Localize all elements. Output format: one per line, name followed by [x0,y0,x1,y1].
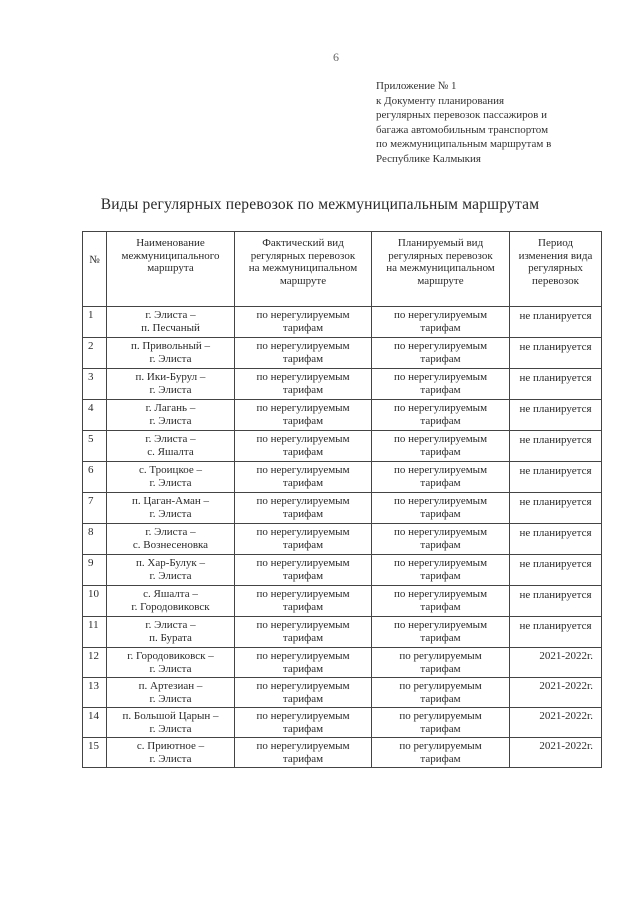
cell-route-name [107,586,235,617]
routes-table [82,231,602,768]
cell-line: по нерегулируемым [393,495,488,507]
cell-route-name [107,678,235,708]
table-row [83,678,602,708]
cell-change-period: не планируется [510,493,602,524]
route-from: п. Привольный – [130,340,211,352]
document-title: Виды регулярных перевозок по межмуниципальным маршрутам [100,196,540,213]
header-planned-type [372,232,510,307]
cell-line: по регулируемым [399,650,482,662]
cell-number: 6 [83,462,107,493]
cell-route-name [107,338,235,369]
cell-number: 13 [83,678,107,708]
cell-actual-type [235,369,372,400]
cell-number: 4 [83,400,107,431]
cell-change-period: не планируется [510,338,602,369]
cell-line: по нерегулируемым [393,557,488,569]
header-line: межмуниципального [121,249,220,262]
route-from: г. Элиста – [145,619,196,631]
cell-change-period: не планируется [510,431,602,462]
cell-actual-type [235,617,372,648]
route-to: г. Городовиковск [131,600,210,613]
route-from: п. Артезиан – [138,680,203,692]
cell-number: 7 [83,493,107,524]
route-from: г. Элиста – [145,526,196,538]
route-from: г. Лагань – [145,402,196,414]
cell-line: тарифам [420,662,461,675]
cell-change-period: не планируется [510,524,602,555]
cell-number: 12 [83,648,107,678]
cell-line: тарифам [282,476,324,489]
cell-line: тарифам [420,722,461,735]
route-to: г. Элиста [149,476,192,489]
cell-line: тарифам [282,414,324,427]
header-number [83,232,107,307]
cell-route-name [107,555,235,586]
cell-line: тарифам [420,631,461,644]
cell-line: по нерегулируемым [393,433,488,445]
header-line: Период [538,237,573,249]
table-row [83,493,602,524]
cell-line: по нерегулируемым [256,340,350,352]
appendix-note [376,79,551,166]
cell-line: по нерегулируемым [256,309,350,321]
header-line: регулярных перевозок [388,249,493,262]
table-row [83,369,602,400]
table-row [83,462,602,493]
cell-planned-type [372,338,510,369]
route-to: г. Элиста [149,569,192,582]
cell-planned-type [372,738,510,768]
cell-line: тарифам [282,507,324,520]
header-line: на межмуниципальном [248,262,358,274]
cell-line: по нерегулируемым [393,309,488,321]
route-from: с. Яшалта – [143,588,198,600]
header-line: перевозок [532,274,579,287]
cell-planned-type [372,555,510,586]
cell-line: по нерегулируемым [256,740,350,752]
appendix-line: багажа автомобильным транспортом [376,123,549,136]
cell-change-period: не планируется [510,307,602,338]
cell-line: по регулируемым [399,740,482,752]
cell-actual-type [235,307,372,338]
cell-line: по нерегулируемым [256,402,350,414]
cell-change-period: 2021-2022г. [510,648,602,678]
cell-line: тарифам [282,752,324,765]
cell-line: по нерегулируемым [393,371,488,383]
header-line: маршрута [147,262,194,274]
header-line: регулярных перевозок [250,249,356,262]
route-to: с. Вознесеновка [132,538,209,551]
header-actual-type [235,232,372,307]
table-row [83,555,602,586]
cell-line: тарифам [282,445,324,458]
table-row [83,400,602,431]
cell-line: тарифам [282,692,324,705]
cell-line: тарифам [420,476,461,489]
cell-change-period: 2021-2022г. [510,738,602,768]
cell-line: тарифам [282,662,324,675]
cell-line: по нерегулируемым [393,619,488,631]
cell-route-name [107,738,235,768]
cell-route-name [107,400,235,431]
header-line: маршруте [279,274,327,287]
cell-route-name [107,617,235,648]
cell-planned-type [372,524,510,555]
route-from: п. Цаган-Аман – [131,495,209,507]
appendix-line: Приложение № 1 [376,80,457,92]
header-line: Фактический вид [262,237,344,249]
cell-line: тарифам [420,383,461,396]
cell-line: по нерегулируемым [256,619,350,631]
cell-route-name [107,524,235,555]
route-from: п. Ики-Бурул – [135,371,206,383]
appendix-line: регулярных перевозок пассажиров и [376,109,547,121]
cell-number: 9 [83,555,107,586]
cell-change-period: 2021-2022г. [510,678,602,708]
cell-actual-type [235,586,372,617]
cell-actual-type [235,555,372,586]
route-to: г. Элиста [149,662,192,675]
cell-actual-type [235,462,372,493]
cell-line: тарифам [420,692,461,705]
cell-route-name [107,369,235,400]
cell-route-name [107,493,235,524]
cell-change-period: не планируется [510,555,602,586]
cell-planned-type [372,648,510,678]
header-line: на межмуниципальном [386,262,495,274]
cell-planned-type [372,462,510,493]
route-from: п. Большой Царын – [122,710,219,722]
route-to: г. Элиста [149,383,192,396]
cell-number: 5 [83,431,107,462]
cell-line: по регулируемым [399,680,482,692]
cell-actual-type [235,524,372,555]
table-row [83,338,602,369]
cell-number: 8 [83,524,107,555]
cell-line: по нерегулируемым [256,680,350,692]
cell-route-name [107,462,235,493]
table-body [83,307,602,768]
cell-number: 10 [83,586,107,617]
cell-route-name [107,307,235,338]
route-to: п. Песчаный [141,321,200,334]
cell-number: 2 [83,338,107,369]
cell-line: по нерегулируемым [256,495,350,507]
cell-line: тарифам [282,600,324,613]
route-to: г. Элиста [149,414,192,427]
cell-change-period: не планируется [510,617,602,648]
header-route-name [107,232,235,307]
header-line: регулярных [528,262,583,274]
cell-line: по регулируемым [399,710,482,722]
cell-change-period: не планируется [510,369,602,400]
cell-line: по нерегулируемым [393,588,488,600]
cell-line: тарифам [420,600,461,613]
cell-line: по нерегулируемым [256,526,350,538]
cell-line: тарифам [420,414,461,427]
table-header-row [83,232,602,307]
cell-actual-type [235,678,372,708]
cell-actual-type [235,400,372,431]
table-row [83,708,602,738]
route-from: г. Городовиковск – [127,650,214,662]
table-row [83,307,602,338]
appendix-line: Республике Калмыкия [376,152,481,165]
cell-line: по нерегулируемым [393,464,488,476]
table-row [83,524,602,555]
cell-line: тарифам [282,538,324,551]
table-row [83,738,602,768]
cell-line: по нерегулируемым [256,371,350,383]
cell-actual-type [235,493,372,524]
appendix-line: к Документу планирования [376,94,505,107]
cell-line: тарифам [420,507,461,520]
cell-number: 11 [83,617,107,648]
cell-planned-type [372,708,510,738]
cell-actual-type [235,431,372,462]
route-from: с. Приютное – [136,740,205,752]
cell-number: 14 [83,708,107,738]
cell-planned-type [372,307,510,338]
appendix-line: по межмуниципальным маршрутам в [376,138,552,150]
table-row [83,431,602,462]
cell-route-name [107,648,235,678]
header-change-period [510,232,602,307]
cell-line: по нерегулируемым [256,588,350,600]
cell-line: по нерегулируемым [393,340,488,352]
cell-planned-type [372,493,510,524]
cell-line: тарифам [420,569,461,582]
route-to: г. Элиста [149,507,192,520]
table-row [83,617,602,648]
header-line: Наименование [136,237,205,249]
cell-planned-type [372,400,510,431]
cell-line: по нерегулируемым [393,402,488,414]
cell-line: тарифам [420,352,461,365]
page-number: 6 [333,50,339,64]
header-number-label: № [89,254,100,266]
route-from: г. Элиста – [145,433,196,445]
cell-planned-type [372,586,510,617]
cell-line: тарифам [282,383,324,396]
route-to: с. Яшалта [147,445,194,458]
header-line: маршруте [417,274,464,287]
cell-line: тарифам [282,722,324,735]
cell-line: тарифам [420,321,461,334]
cell-change-period: не планируется [510,400,602,431]
route-to: г. Элиста [149,752,192,765]
route-from: г. Элиста – [145,309,196,321]
cell-planned-type [372,617,510,648]
table-row [83,586,602,617]
table-row [83,648,602,678]
cell-line: по нерегулируемым [256,433,350,445]
header-line: изменения вида [518,249,593,262]
cell-line: тарифам [420,752,461,765]
cell-actual-type [235,738,372,768]
cell-number: 3 [83,369,107,400]
cell-line: тарифам [282,631,324,644]
cell-line: тарифам [282,321,324,334]
cell-change-period: 2021-2022г. [510,708,602,738]
cell-line: по нерегулируемым [256,464,350,476]
header-line: Планируемый вид [397,237,484,249]
cell-actual-type [235,338,372,369]
cell-actual-type [235,648,372,678]
cell-line: по нерегулируемым [393,526,488,538]
cell-line: по нерегулируемым [256,710,350,722]
cell-route-name [107,431,235,462]
cell-change-period: не планируется [510,462,602,493]
route-from: с. Троицкое – [138,464,202,476]
cell-number: 1 [83,307,107,338]
route-from: п. Хар-Булук – [135,557,206,569]
cell-line: тарифам [282,569,324,582]
cell-actual-type [235,708,372,738]
cell-line: тарифам [420,445,461,458]
route-to: г. Элиста [149,722,192,735]
route-to: г. Элиста [149,352,192,365]
cell-route-name [107,708,235,738]
cell-line: тарифам [282,352,324,365]
cell-line: тарифам [420,538,461,551]
cell-planned-type [372,431,510,462]
cell-change-period: не планируется [510,586,602,617]
cell-line: по нерегулируемым [256,650,350,662]
route-to: г. Элиста [149,692,192,705]
cell-number: 15 [83,738,107,768]
route-to: п. Бурата [149,631,192,644]
cell-line: по нерегулируемым [256,557,350,569]
cell-planned-type [372,369,510,400]
cell-planned-type [372,678,510,708]
